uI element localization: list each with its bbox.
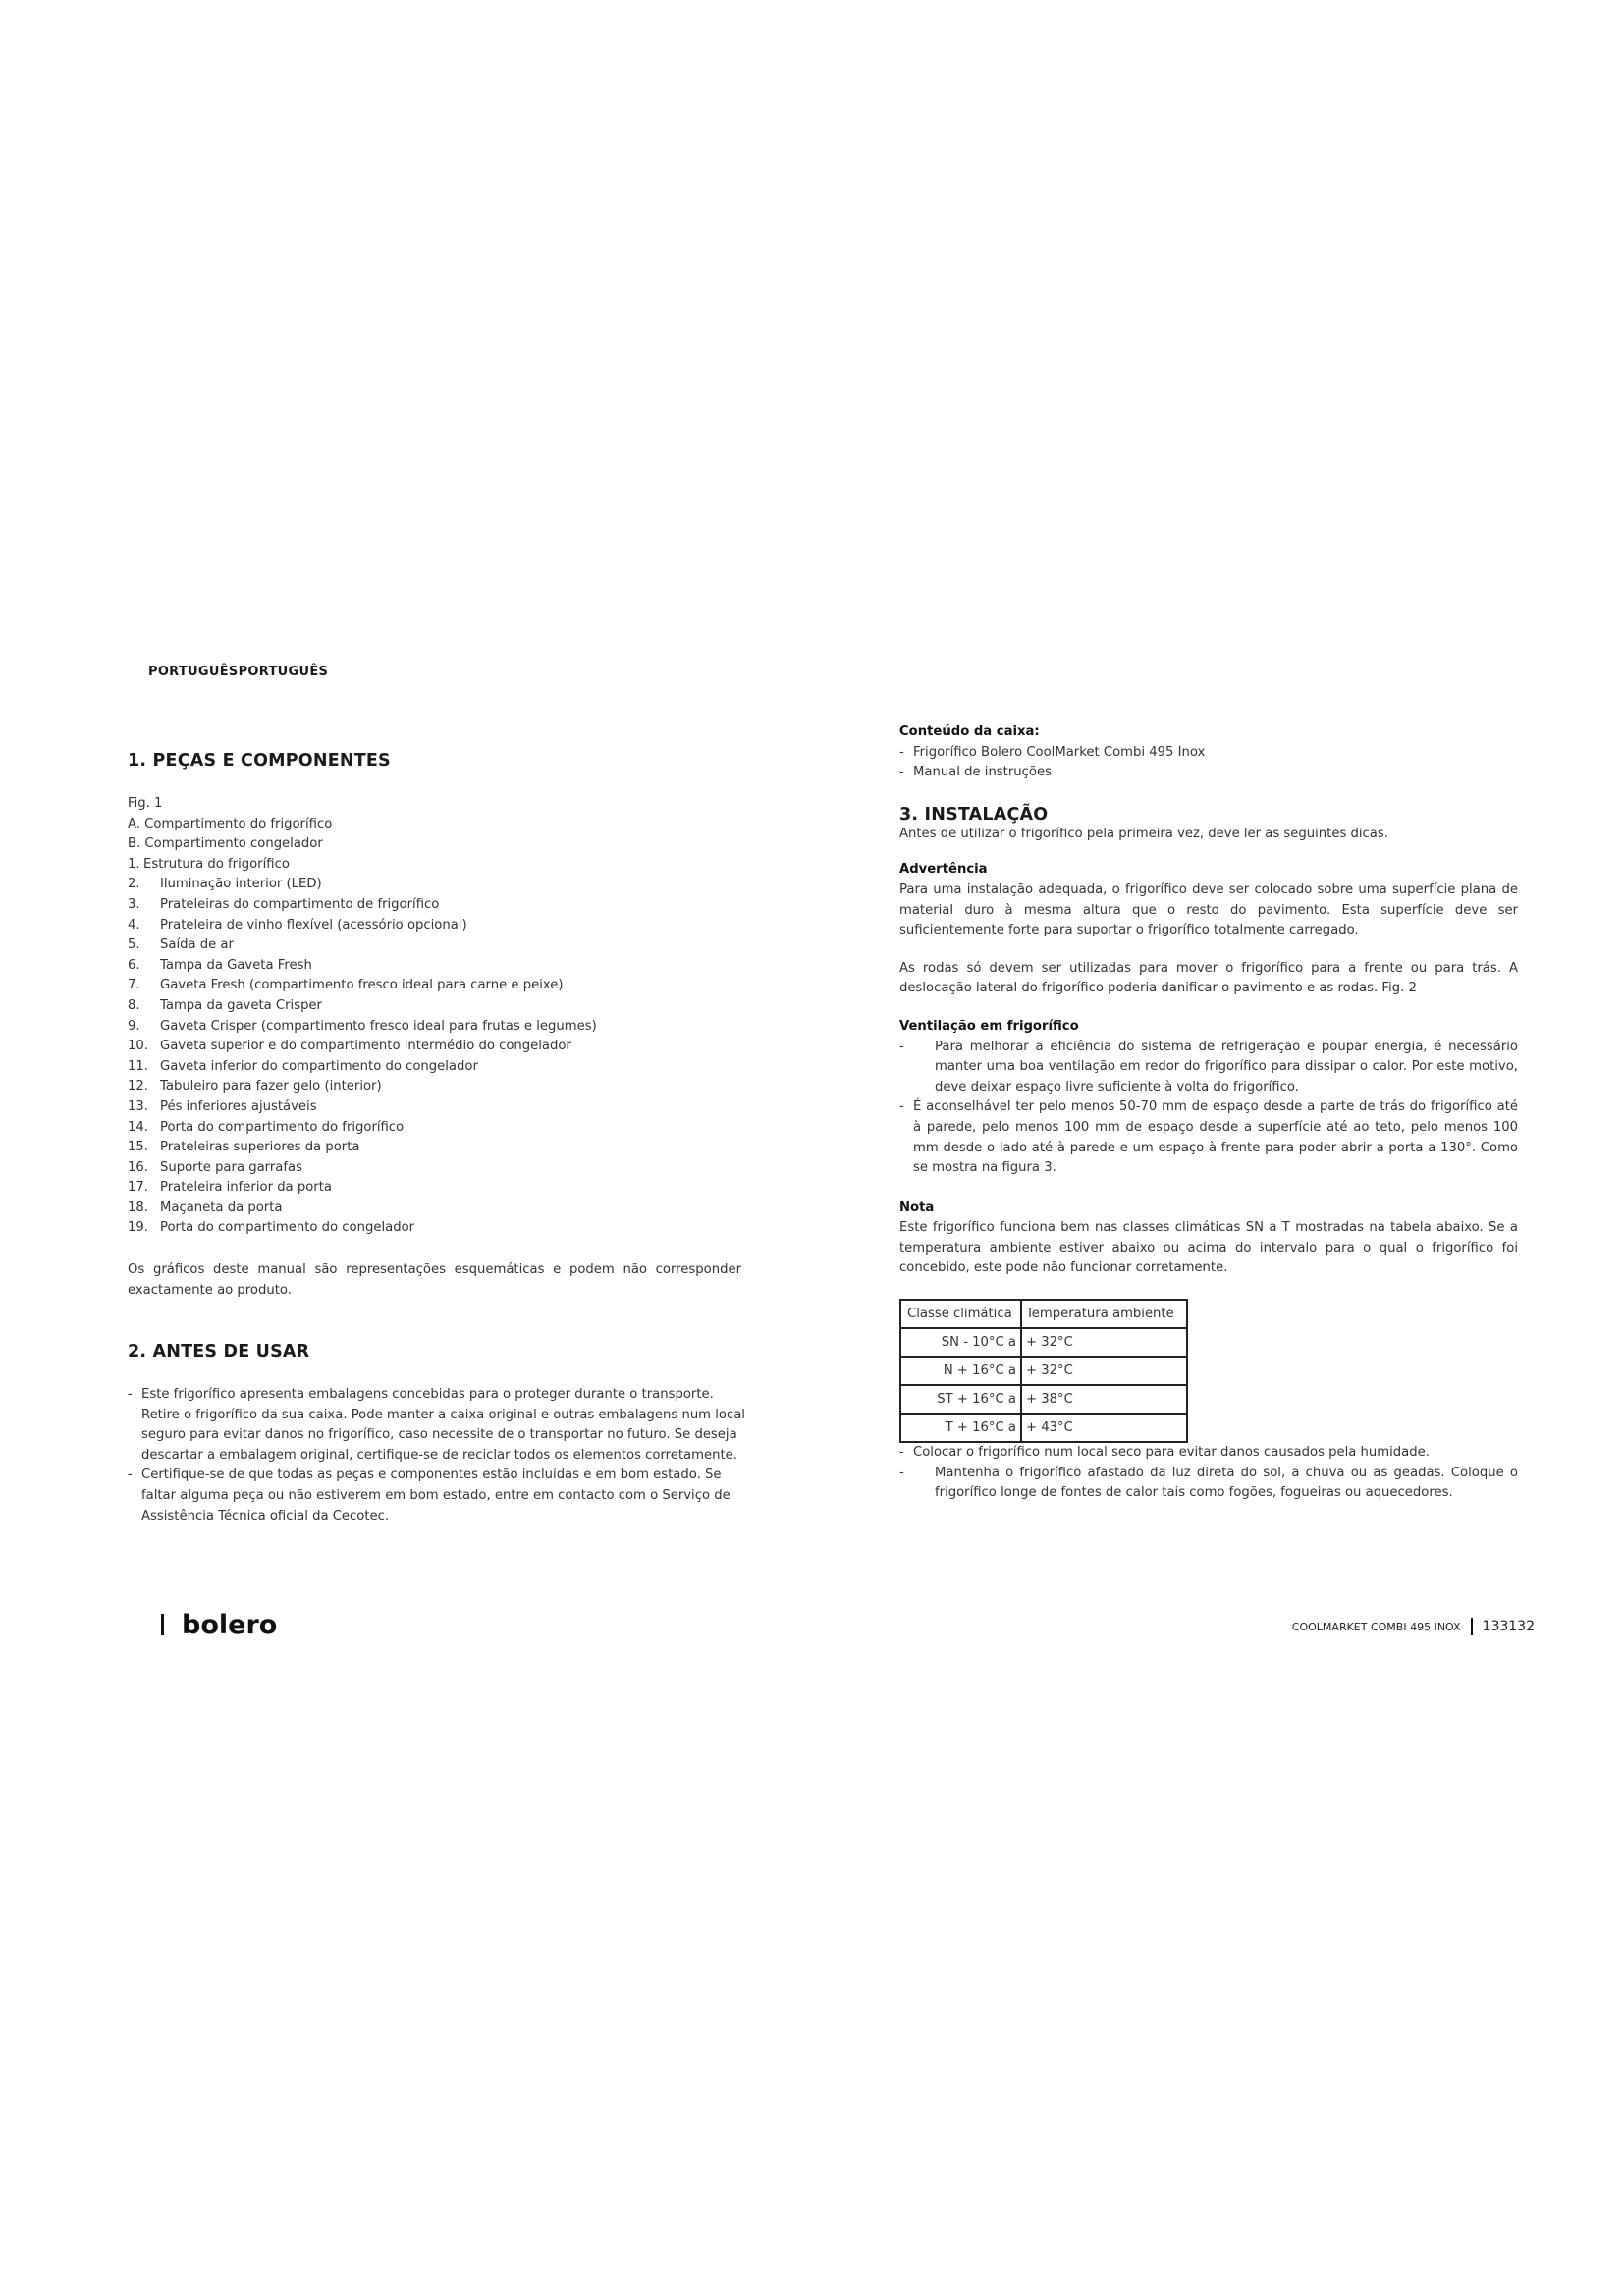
table-header-cell: Temperatura ambiente: [1021, 1300, 1187, 1328]
box-item: Frigorífico Bolero CoolMarket Combi 495 Inox: [913, 744, 1206, 760]
figure-label: Fig. 1: [128, 796, 163, 811]
part-label: Iluminação interior (LED): [160, 877, 322, 892]
section-2-title: 2. ANTES DE USAR: [128, 1342, 310, 1362]
part-label: Prateleira inferior da porta: [160, 1180, 332, 1196]
footer-model-page: [1292, 1618, 1535, 1635]
part-label: Tampa da gaveta Crisper: [160, 997, 322, 1013]
list-item: [128, 1385, 748, 1466]
warning-title: Advertência: [899, 862, 988, 878]
box-contents-title: Conteúdo da caixa:: [899, 724, 1040, 739]
note-title: Nota: [899, 1200, 935, 1215]
climate-class-table: [899, 1299, 1188, 1443]
table-cell: + 43°C: [1021, 1414, 1187, 1442]
parts-list-item: [128, 956, 736, 977]
bullet-dash: -: [128, 1387, 133, 1402]
part-number: 11.: [128, 1058, 148, 1074]
parts-list-item: [128, 1037, 736, 1057]
part-number: 19.: [128, 1220, 148, 1236]
wheels-text: As rodas só devem ser utilizadas para mover o frigorífico para a frente ou para trás. A deslocação lateral do frigorífico poderia danificar o pavimento e as rodas. Fig. 2: [899, 960, 1518, 996]
table-row: [900, 1357, 1187, 1385]
bullet-text: Certifique-se de que todas as peças e componentes estão incluídas e em bom estado. Se faltar alguma peça ou não estiverem em bom estado, entre em contacto com o Serviço de Assistência Técnica oficial da Cecotec.: [141, 1468, 731, 1523]
parts-list-item: [128, 1118, 736, 1139]
parts-list-item: [128, 1218, 736, 1239]
bullet-dash: -: [899, 1099, 904, 1115]
right-column: [899, 722, 1518, 1504]
part-label: Gaveta Fresh (compartimento fresco ideal para carne e peixe): [160, 978, 564, 993]
parts-list: [128, 794, 736, 1239]
installation-intro: Antes de utilizar o frigorífico pela primeira vez, deve ler as seguintes dicas.: [899, 826, 1388, 841]
parts-list-item: [128, 1158, 736, 1179]
model-name: COOLMARKET COMBI 495 INOX: [1291, 1620, 1461, 1633]
box-item: Manual de instruções: [913, 765, 1052, 780]
ventilation-title: Ventilação em frigorífico: [899, 1018, 1079, 1034]
part-label: Suporte para garrafas: [160, 1159, 302, 1175]
parts-list-item: [128, 1077, 736, 1097]
table-cell: N + 16°C a: [900, 1357, 1021, 1385]
final-bullet: Colocar o frigorífico num local seco para evitar danos causados pela humidade.: [913, 1445, 1430, 1461]
table-row: [900, 1328, 1187, 1357]
parts-list-item: [128, 1097, 736, 1118]
ventilation-bullet: É aconselhável ter pelo menos 50-70 mm de espaço desde a parte de trás do frigorífico até à parede, pelo menos 100 mm de espaço desde a superfície até ao teto, pelo menos 100 mm desde o lado até à parede e um espaço à frente para poder abrir a porta a 130°. Como se mostra na figura 3.: [913, 1099, 1518, 1176]
table-cell: + 32°C: [1021, 1328, 1187, 1357]
part-label: Gaveta superior e do compartimento intermédio do congelador: [160, 1039, 571, 1054]
part-label: Gaveta Crisper (compartimento fresco ideal para frutas e legumes): [160, 1018, 597, 1034]
part-label: Estrutura do frigorífico: [143, 856, 290, 872]
part-number: 1.: [128, 856, 140, 872]
table-row: [900, 1385, 1187, 1414]
part-number: 5.: [128, 937, 140, 953]
list-item: [899, 763, 1518, 783]
part-number: 9.: [128, 1018, 140, 1034]
parts-list-item: [128, 1178, 736, 1199]
bullet-dash: -: [899, 765, 904, 780]
table-cell: + 38°C: [1021, 1385, 1187, 1414]
parts-list-item: [128, 976, 736, 996]
part-label: Prateleiras do compartimento de frigorífico: [160, 896, 440, 912]
table-header-row: [900, 1300, 1187, 1328]
note-text: Este frigorífico funciona bem nas classes climáticas SN a T mostradas na tabela abaixo. Se a temperatura ambiente estiver abaixo ou acima do intervalo para o qual o frigorífico foi concebido, este pode não funcionar corretamente.: [899, 1220, 1518, 1276]
part-number: 17.: [128, 1180, 148, 1196]
warning-text: Para uma instalação adequada, o frigorífico deve ser colocado sobre uma superfície plana de material duro à mesma altura que o resto do pavimento. Esta superfície deve ser suficientemente forte para suportar o frigorífico totalmente carregado.: [899, 881, 1518, 938]
bullet-dash: -: [899, 1445, 904, 1461]
brand-logo: [161, 1610, 277, 1640]
list-item: [899, 1443, 1518, 1464]
list-item: [128, 1466, 748, 1526]
bullet-text: Este frigorífico apresenta embalagens concebidas para o proteger durante o transporte. Retire o frigorífico da sua caixa. Pode manter a caixa original e outras embalagens num local seguro para evitar danos no frigorífico, caso necessite de o transportar no futuro. Se deseja descartar a embalagem original, certifique-se de reciclar todos os elementos corretamente.: [141, 1387, 745, 1463]
parts-list-item: [128, 875, 736, 895]
final-bullet: Mantenha o frigorífico afastado da luz direta do sol, a chuva ou as geadas. Coloque o frigorífico longe de fontes de calor tais como fogões, fogueiras ou aquecedores.: [935, 1465, 1518, 1501]
part-label: Prateleira de vinho flexível (acessório opcional): [160, 917, 467, 933]
section-3-title: 3. INSTALAÇÃO: [899, 804, 1049, 825]
footer-separator: [1471, 1618, 1473, 1635]
list-item: [899, 1038, 1518, 1098]
part-number: 6.: [128, 957, 140, 973]
section-2-bullets: [128, 1385, 748, 1526]
part-label: Porta do compartimento do frigorífico: [160, 1119, 405, 1135]
parts-list-item: [128, 1017, 736, 1038]
part-number: 10.: [128, 1039, 148, 1054]
part-number: 18.: [128, 1200, 148, 1215]
parts-list-item: [128, 996, 736, 1017]
part-number: 16.: [128, 1159, 148, 1175]
table-cell: + 32°C: [1021, 1357, 1187, 1385]
bullet-dash: -: [899, 1465, 904, 1480]
part-label: Tabuleiro para fazer gelo (interior): [160, 1079, 382, 1095]
table-row: [900, 1414, 1187, 1442]
page-number: 133132: [1482, 1619, 1535, 1634]
compartment-b: B. Compartimento congelador: [128, 836, 323, 852]
list-item: [899, 1464, 1518, 1504]
list-item: [899, 1097, 1518, 1178]
parts-list-item: [128, 1057, 736, 1078]
bullet-dash: -: [128, 1468, 133, 1483]
parts-list-item: [128, 916, 736, 936]
bullet-dash: -: [899, 744, 904, 760]
table-header-cell: Classe climática: [900, 1300, 1021, 1328]
part-number: 8.: [128, 997, 140, 1013]
part-number: 3.: [128, 896, 140, 912]
logo-bar: [161, 1614, 164, 1635]
part-label: Pés inferiores ajustáveis: [160, 1098, 317, 1114]
part-label: Maçaneta da porta: [160, 1200, 283, 1215]
table-cell: SN - 10°C a: [900, 1328, 1021, 1357]
part-number: 7.: [128, 978, 140, 993]
part-number: 15.: [128, 1140, 148, 1155]
list-item: [899, 743, 1518, 764]
section-1-title: 1. PEÇAS E COMPONENTES: [128, 751, 391, 771]
parts-list-item: [128, 855, 736, 876]
bullet-dash: -: [899, 1039, 904, 1054]
parts-list-item: [128, 1138, 736, 1158]
brand-name: bolero: [182, 1610, 278, 1640]
part-number: 14.: [128, 1119, 148, 1135]
part-label: Prateleiras superiores da porta: [160, 1140, 360, 1155]
parts-list-item: [128, 895, 736, 916]
schematic-note: Os gráficos deste manual são representações esquemáticas e podem não corresponder exactamente ao produto.: [128, 1262, 741, 1298]
part-number: 4.: [128, 917, 140, 933]
part-label: Porta do compartimento do congelador: [160, 1220, 415, 1236]
table-cell: ST + 16°C a: [900, 1385, 1021, 1414]
compartment-a: A. Compartimento do frigorífico: [128, 816, 333, 831]
part-number: 12.: [128, 1079, 148, 1095]
table-cell: T + 16°C a: [900, 1414, 1021, 1442]
page-language-header: PORTUGUÊSPORTUGUÊS: [148, 665, 329, 679]
part-number: 2.: [128, 877, 140, 892]
part-label: Saída de ar: [160, 937, 234, 953]
part-label: Tampa da Gaveta Fresh: [160, 957, 312, 973]
part-label: Gaveta inferior do compartimento do congelador: [160, 1058, 478, 1074]
parts-list-item: [128, 1199, 736, 1219]
parts-list-item: [128, 935, 736, 956]
ventilation-bullet: Para melhorar a eficiência do sistema de refrigeração e poupar energia, é necessário manter uma boa ventilação em redor do frigorífico para dissipar o calor. Por este motivo, deve deixar espaço livre suficiente à volta do frigorífico.: [935, 1039, 1518, 1095]
part-number: 13.: [128, 1098, 148, 1114]
